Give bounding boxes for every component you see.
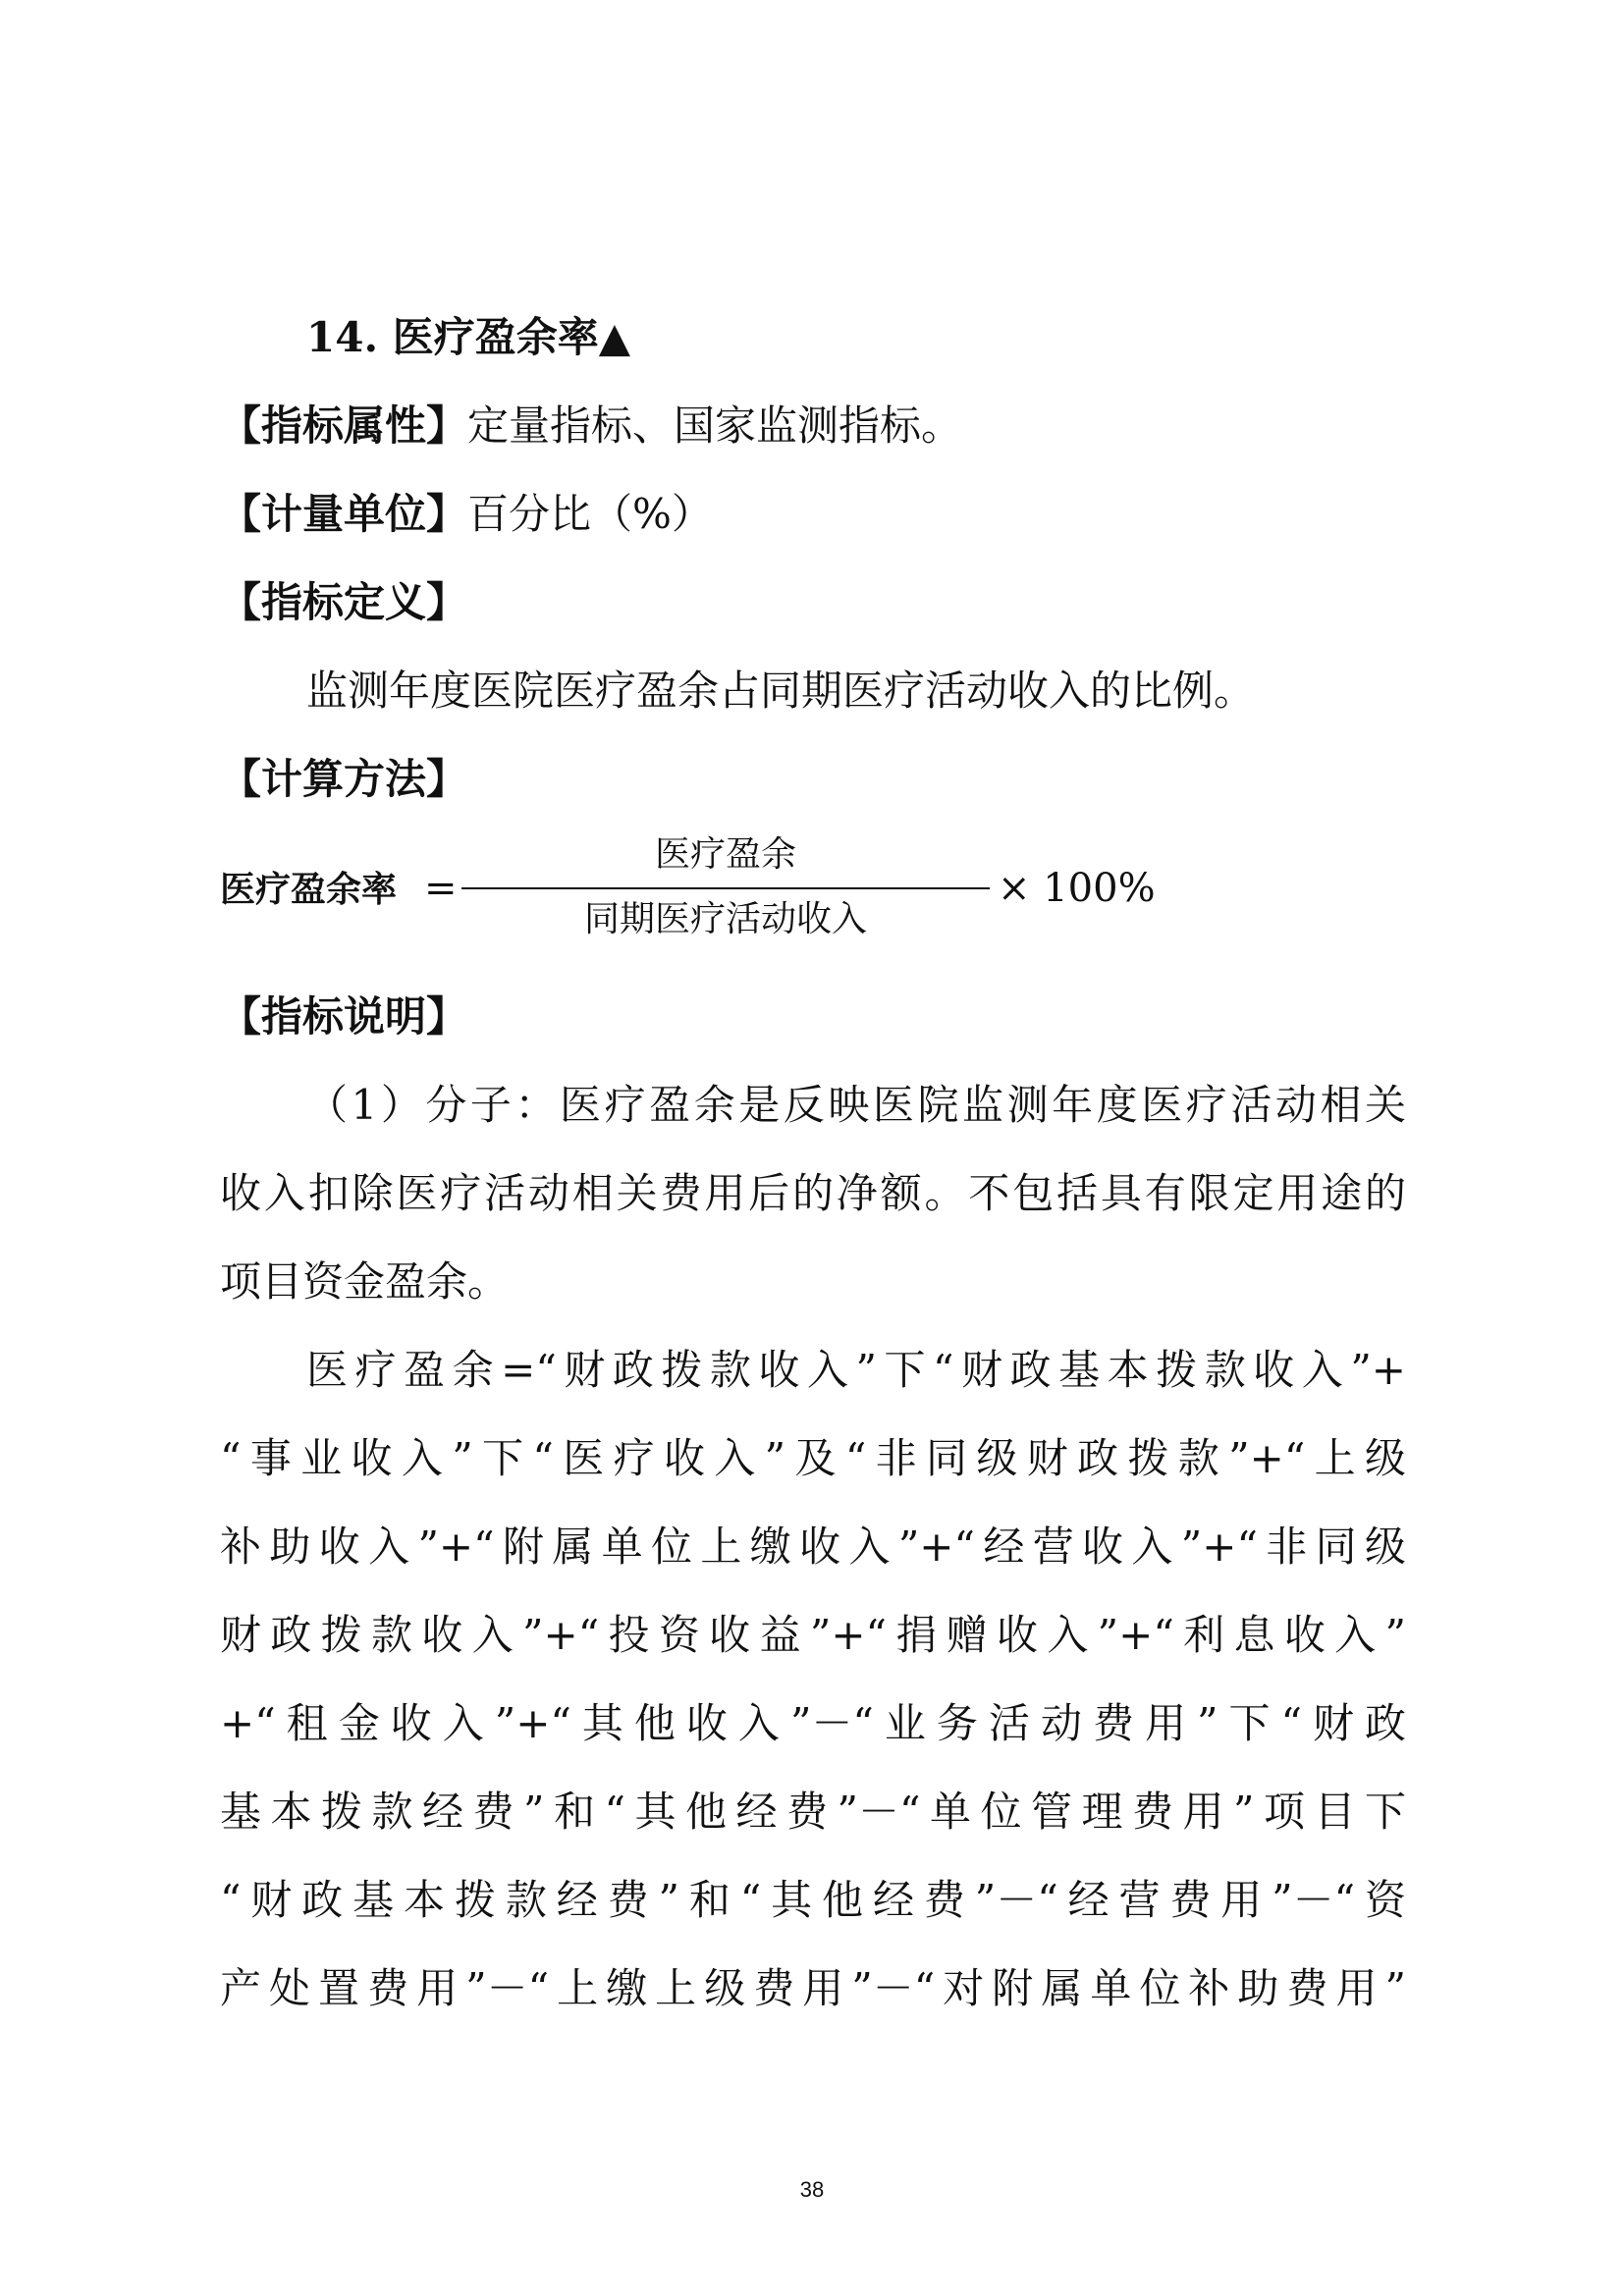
explanation-line: “财政基本拨款经费”和“其他经费”－“经营费用”－“资 — [220, 1876, 1406, 1924]
explanation-line: 医疗盈余=“财政拨款收入”下“财政基本拨款收入”+ — [306, 1346, 1406, 1394]
method-label: 【计算方法】 — [220, 755, 468, 803]
explanation-line: +“租金收入”+“其他收入”－“业务活动费用”下“财政 — [220, 1699, 1406, 1747]
unit-label: 【计量单位】 — [220, 490, 468, 538]
explanation-line: 项目资金盈余。 — [220, 1257, 510, 1306]
explanation-label: 【指标说明】 — [220, 992, 468, 1041]
explanation-line: （1）分子：医疗盈余是反映医院监测年度医疗活动相关 — [306, 1081, 1406, 1129]
formula-lhs: 医疗盈余率 — [220, 870, 398, 910]
unit-row — [220, 489, 1406, 540]
definition-label: 【指标定义】 — [220, 578, 468, 626]
formula-equals: = — [424, 866, 458, 911]
section-heading: 14. 医疗盈余率▲ — [306, 313, 630, 361]
calculation-formula — [220, 832, 1156, 950]
indicator-property-label: 【指标属性】 — [220, 401, 468, 450]
explanation-line: “事业收入”下“医疗收入”及“非同级财政拨款”+“上级 — [220, 1434, 1406, 1482]
explanation-line: 基本拨款经费”和“其他经费”－“单位管理费用”项目下 — [220, 1788, 1406, 1836]
explanation-line: 补助收入”+“附属单位上缴收入”+“经营收入”+“非同级 — [220, 1522, 1406, 1571]
formula-multiplier: × 100% — [998, 866, 1156, 911]
formula-numerator: 医疗盈余 — [654, 834, 796, 875]
explanation-line: 收入扣除医疗活动相关费用后的净额。不包括具有限定用途的 — [220, 1169, 1406, 1217]
explanation-line: 产处置费用”－“上缴上级费用”－“对附属单位补助费用” — [220, 1964, 1406, 2012]
formula-fraction — [461, 832, 990, 942]
indicator-property-value: 定量指标、国家监测指标。 — [467, 401, 963, 450]
indicator-property-row — [220, 400, 1406, 452]
definition-text: 监测年度医院医疗盈余占同期医疗活动收入的比例。 — [306, 667, 1256, 715]
fraction-bar — [461, 887, 990, 889]
formula-denominator: 同期医疗活动收入 — [583, 899, 867, 939]
unit-value: 百分比（%） — [467, 490, 713, 538]
page-number: 38 — [799, 2177, 825, 2202]
explanation-line: 财政拨款收入”+“投资收益”+“捐赠收入”+“利息收入” — [220, 1611, 1406, 1659]
